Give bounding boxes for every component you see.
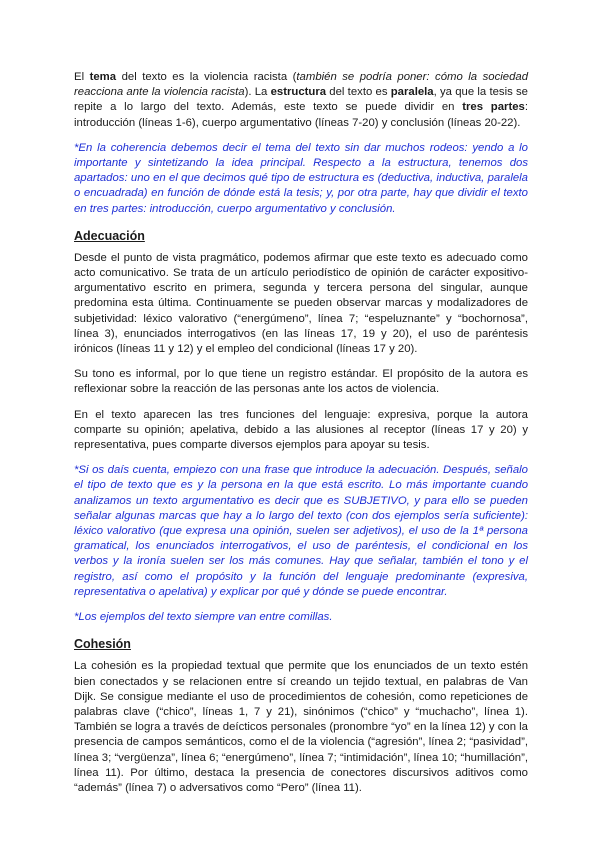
tema-keyword: tema [89, 71, 117, 83]
adecuacion-heading: Adecuación [74, 228, 145, 243]
intro-italic-aside: también se podría poner: cómo la sociedad reacciona ante la violencia racista [74, 71, 529, 99]
adecuacion-paragraph-1: Desde el punto de vista pragmático, podemos afirmar que este texto es adecuado como acto comunicativo. Se trata de un artículo periodístico de opinión de carácter expositivo-argumentativo escrito en primera, segunda y tercera persona del singular, aunque predomina esta última. Continuamente se pueden observar marcas y modalizadores de subjetividad: léxico valorativo (“energúmeno”, línea 7; “espeluznante” y “bochornosa”, línea 3), enunciados interrogativos (en las líneas 17, 19 y 20), el uso de paréntesis irónicos (líneas 11 y 12) y el empleo del condicional (líneas 17 y 20). [74, 251, 528, 356]
tres-partes-keyword: tres partes [462, 101, 525, 114]
intro-text: , ya que la tesis se repite a lo largo del texto. Además, este texto se puede dividir en [74, 86, 528, 114]
estructura-keyword: estructura [270, 86, 327, 99]
intro-text: : introducción (líneas 1-6), cuerpo argumentativo (líneas 7-20) y conclusión (líneas 20-22). [74, 101, 528, 129]
quotes-note: *Los ejemplos del texto siempre van entre comillas. [74, 611, 333, 624]
intro-paragraph [74, 70, 528, 131]
intro-text: El [74, 71, 90, 83]
intro-text: del texto es [326, 86, 391, 99]
cohesion-paragraph: La cohesión es la propiedad textual que permite que los enunciados de un texto estén bien conectados y se relacionen entre sí creando un tejido textual, en palabras de Van Dijk. Se consigue mediante el uso de procedimientos de cohesión, como repeticiones de palabras clave (“chico”, líneas 1, 7 y 21), sinónimos (“chico” y “muchacho”, línea 1). También se logra a través de deícticos personales (pronombre “yo” en la línea 12) y con la presencia de campos semánticos, como el de la violencia (“agresión”, línea 2; “pasividad”, línea 3; “vergüenza”, línea 6; “energúmeno”, línea 7; “intimidación”, línea 10; “humillación”, línea 11). Por último, destaca la presencia de conectores discursivos aditivos como “además” (línea 7) o adversativos como “Pero” (línea 11). [74, 660, 528, 794]
intro-text: ). La [244, 86, 271, 99]
intro-text: del texto es la violencia racista ( [116, 71, 297, 83]
adecuacion-note: *Si os daís cuenta, empiezo con una frase que introduce la adecuación. Después, señalo el tipo de texto que es y la persona en la que está escrito. Lo más importante cuando analizamos un texto argumentativo es decir que es SUBJETIVO, y para ello se pueden señalar algunas marcas que hay a lo largo del texto (con dos ejemplos sería suficiente): léxico valorativo (que expresa una opinión, suelen ser adjetivos), el uso de la 1ª persona gramatical, los enunciados interrogativos, el uso de paréntesis, el condicional en los verbos y la ironía suelen ser los más comunes. Hay que señalar, también el tono y el registro, así como el propósito y la función del lenguaje predominante (expresiva, representativa o apelativa) y explicar por qué y dónde se puede encontrar. [74, 464, 528, 598]
coherence-note: *En la coherencia debemos decir el tema del texto sin dar muchos rodeos: yendo a lo importante y sintetizando la idea principal. Respecto a la estructura, tenemos dos apartados: uno en el que decimos qué tipo de estructura es (deductiva, inductiva, paralela o encuadrada) en función de dónde está la tesis; y, por otra parte, hay que dividir el texto en tres partes: introducción, cuerpo argumentativo y conclusión. [74, 141, 528, 215]
cohesion-heading: Cohesión [74, 637, 131, 652]
adecuacion-paragraph-2: Su tono es informal, por lo que tiene un registro estándar. El propósito de la autora es reflexionar sobre la reacción de las personas ante los actos de violencia. [74, 368, 528, 396]
adecuacion-paragraph-3: En el texto aparecen las tres funciones del lenguaje: expresiva, porque la autora comparte su opinión; apelativa, debido a las alusiones al receptor (líneas 17 y 20) y representativa, pues comparte diversos ejemplos para apoyar su tesis. [74, 408, 528, 452]
paralela-keyword: paralela [390, 86, 434, 99]
